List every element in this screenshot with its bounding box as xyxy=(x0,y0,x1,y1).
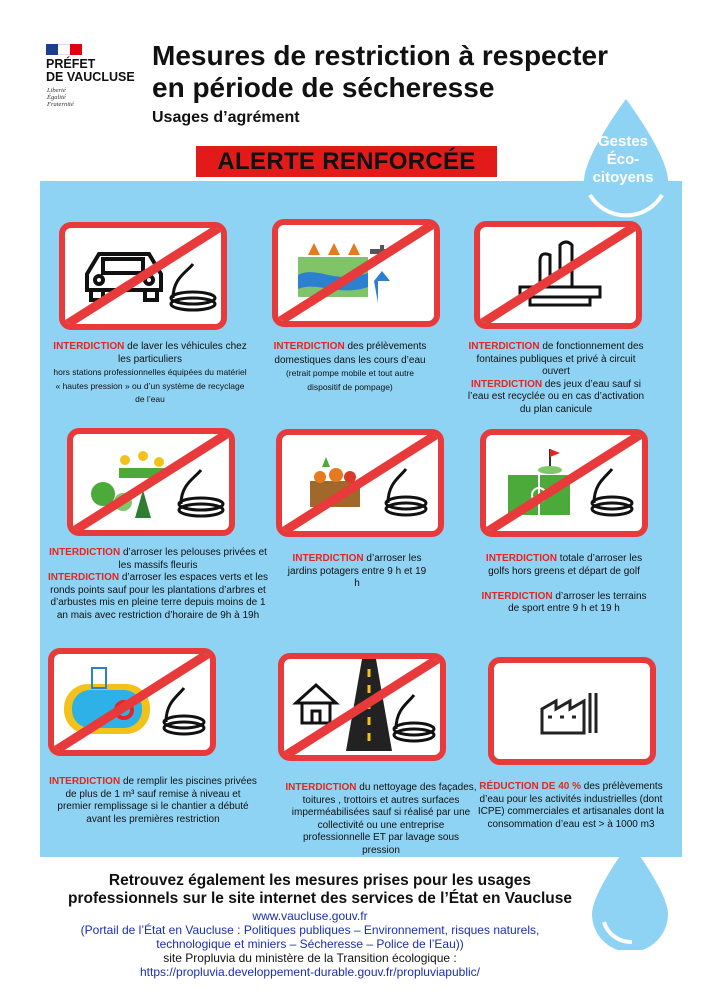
badge-line2: Éco- xyxy=(606,151,640,168)
hose-icon xyxy=(179,470,223,516)
prefet-line2: DE VAUCLUSE xyxy=(46,70,135,84)
motto-liberte: Liberté xyxy=(47,87,66,94)
industry-reduction-sign xyxy=(488,657,656,765)
footer-intro xyxy=(30,872,610,908)
measure-text: de remplir les piscines privées de plus de 1 m³ sauf remise à niveau et premier remplissage si le chantier a débuté avant les premières restriction xyxy=(57,776,257,825)
measure-label: INTERDICTION xyxy=(468,341,540,352)
garden-flowers-icon xyxy=(73,434,229,530)
vegetable-crate-icon xyxy=(282,435,438,531)
measure-text-2: des jeux d’eau sauf si l’eau est recyclée ou en cas d’activation du plan canicule xyxy=(467,378,645,415)
facade-cleaning-prohibition-sign xyxy=(278,653,446,761)
measure-golf-sports xyxy=(476,553,652,616)
title-line1: Mesures de restriction à respecter xyxy=(152,40,608,71)
measure-label: INTERDICTION xyxy=(273,341,345,352)
fountain-prohibition-sign xyxy=(474,221,642,329)
hose-icon xyxy=(394,695,434,741)
measure-label: INTERDICTION xyxy=(292,553,364,564)
measure-vegetable-gardens xyxy=(284,553,430,591)
french-flag-logo xyxy=(46,44,82,55)
lawn-prohibition-sign xyxy=(67,428,235,536)
hose-icon xyxy=(164,688,204,734)
factory-icon xyxy=(494,663,650,759)
measure-text: des prélèvements domestiques dans les cours d’eau xyxy=(274,341,427,366)
measure-industry xyxy=(476,781,666,831)
measure-label: INTERDICTION xyxy=(49,547,121,558)
measure-text: d’arroser les pelouses privées et les massifs fleuris xyxy=(118,547,267,571)
republic-motto xyxy=(47,87,74,109)
page-title xyxy=(152,40,608,104)
measure-text: de laver les véhicules chez les particuliers xyxy=(118,341,247,365)
footer-line1: Retrouvez également les mesures prises pour les usages xyxy=(108,872,532,889)
measure-detail: (retrait pompe mobile et tout autre dispositif de pompage) xyxy=(285,368,415,392)
measure-text: totale d’arroser les golfs hors greens et départ de golf xyxy=(488,553,643,577)
hose-icon xyxy=(171,264,215,310)
motto-fraternite: Fraternité xyxy=(47,101,74,109)
river-pumping-prohibition-sign xyxy=(272,219,440,327)
car-wash-prohibition-sign xyxy=(59,222,227,330)
badge-line1: Gestes xyxy=(597,133,649,150)
alert-level-banner: ALERTE RENFORCÉE xyxy=(196,146,497,177)
measure-label-2: INTERDICTION xyxy=(470,378,543,390)
car-icon xyxy=(65,228,221,324)
measure-label-2: INTERDICTION xyxy=(47,572,120,583)
measure-label-2: INTERDICTION xyxy=(481,590,553,602)
badge-line3: citoyens xyxy=(592,169,654,186)
portal-path-line2: technologique et miniers – Sécheresse – Police de l’Eau)) xyxy=(156,937,464,951)
hose-icon xyxy=(386,469,426,515)
measure-text: du nettoyage des façades, toitures , trottoirs et autres surfaces imperméabilisées sauf si réalisé par une collectivité ou une entreprise professionnelle ET par lavage sous pression xyxy=(291,782,477,856)
house-road-icon xyxy=(284,659,440,755)
measure-pools xyxy=(48,776,258,826)
propluvia-url-link[interactable]: https://propluvia.developpement-durable.gouv.fr/propluviapublic/ xyxy=(140,965,480,979)
eco-gestures-badge xyxy=(583,133,663,187)
measure-text: des prélèvements d’eau pour les activités industrielles (dont ICPE) commerciales et artisanales dont la consommation d’eau est > à 1000 m3 xyxy=(477,781,665,830)
prefecture-url-link[interactable]: www.vaucluse.gouv.fr xyxy=(252,909,368,923)
measure-river-pumping xyxy=(270,341,430,394)
pool-prohibition-sign xyxy=(48,648,216,756)
prefecture-name xyxy=(46,58,135,84)
measure-car-wash xyxy=(50,341,250,407)
river-pump-icon xyxy=(278,225,434,321)
footer-line2: professionnels sur le site internet des services de l’État en Vaucluse xyxy=(68,890,572,907)
page-subtitle: Usages d’agrément xyxy=(152,109,300,126)
measure-label: INTERDICTION xyxy=(49,776,121,787)
prefet-line1: PRÉFET xyxy=(46,57,96,71)
golf-field-icon xyxy=(486,435,642,531)
measure-text-2: d’arroser les espaces verts et les ronds points sauf pour les plantations d’arbres et d’arbustes mis en pleine terre depuis moins de 1 an mais avec restriction d’horaire de 9h à 19h xyxy=(50,572,269,621)
measure-detail: hors stations professionnelles équipées du matériel « hautes pression » ou d’un système de recyclage de l’eau xyxy=(53,367,247,404)
measure-facades xyxy=(284,782,478,857)
measure-lawns xyxy=(46,547,270,622)
motto-egalite: Égalité xyxy=(47,94,66,102)
title-line2: en période de sécheresse xyxy=(152,72,495,103)
portal-path-line1: (Portail de l’État en Vaucluse : Politiques publiques – Environnement, risques naturels, xyxy=(80,923,540,937)
measure-text: d’arroser les jardins potagers entre 9 h et 19 h xyxy=(287,553,427,589)
measure-label: INTERDICTION xyxy=(53,341,125,352)
measure-fountains xyxy=(462,341,650,416)
measure-label: INTERDICTION xyxy=(285,782,357,793)
swimming-pool-icon xyxy=(54,654,210,750)
fountain-icon xyxy=(480,227,636,323)
measure-label: RÉDUCTION DE 40 % xyxy=(479,781,581,792)
hose-icon xyxy=(592,469,632,515)
measure-text: de fonctionnement des fontaines publiques et privé à circuit ouvert xyxy=(476,341,644,377)
measure-label: INTERDICTION xyxy=(485,553,558,564)
golf-prohibition-sign xyxy=(480,429,648,537)
vegetable-garden-prohibition-sign xyxy=(276,429,444,537)
propluvia-label: site Propluvia du ministère de la Transition écologique : xyxy=(163,951,457,965)
water-drop-icon xyxy=(582,838,678,950)
measure-text-2: d’arroser les terrains de sport entre 9 h et 19 h xyxy=(508,590,647,614)
